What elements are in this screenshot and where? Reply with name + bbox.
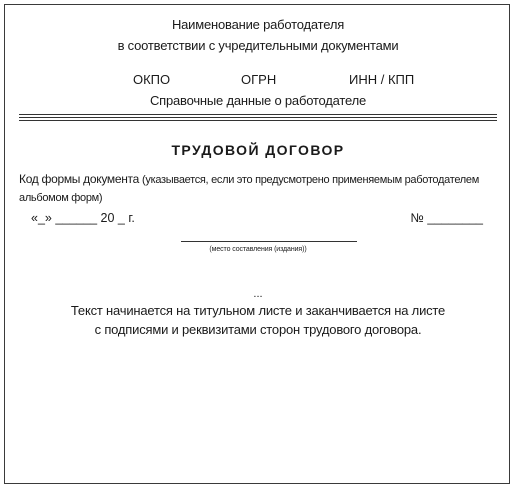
reference-data-label: Справочные данные о работодателе	[149, 93, 367, 108]
ogrn-label: ОГРН	[241, 72, 277, 87]
form-code-note: (указывается, если это предусмотрено применяемым работодателем	[142, 174, 479, 186]
document-frame	[4, 4, 510, 484]
header-rule-middle	[19, 117, 497, 118]
okpo-label: ОКПО	[133, 72, 171, 87]
form-code-block	[19, 171, 499, 207]
form-code-label: Код формы документа	[19, 172, 139, 186]
body-text-line-1: Текст начинается на титульном листе и заканчивается на листе	[70, 303, 446, 318]
constituent-documents-label: в соответствии с учредительными документами	[117, 38, 399, 53]
body-text-line-2: с подписями и реквизитами сторон трудового договора.	[94, 322, 422, 337]
date-field: «_» ______ 20 _ г.	[31, 211, 135, 225]
number-field: № ________	[410, 211, 483, 225]
place-underline	[181, 241, 357, 242]
employer-name-label: Наименование работодателя	[171, 17, 345, 32]
header-rule-bottom	[19, 120, 497, 121]
ellipsis: ...	[253, 288, 263, 300]
header-rule-top	[19, 114, 497, 115]
form-code-note-continued: альбомом форм)	[19, 192, 103, 204]
document-title: ТРУДОВОЙ ДОГОВОР	[171, 142, 345, 158]
inn-kpp-label: ИНН / КПП	[349, 72, 415, 87]
place-caption: (место составления (издания))	[209, 246, 307, 253]
